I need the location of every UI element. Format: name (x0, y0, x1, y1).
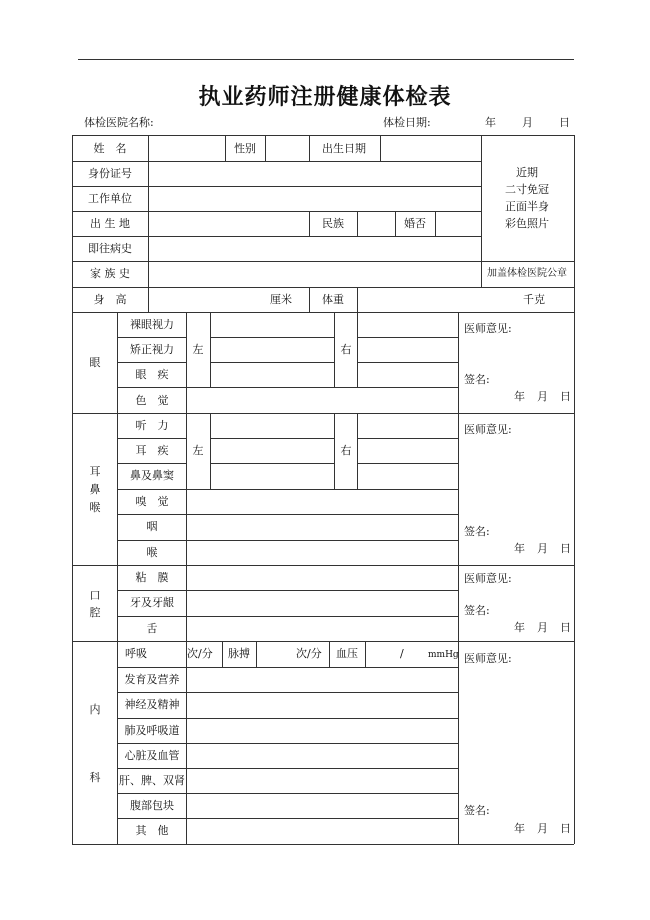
mouth-section-label: 腔 (89, 606, 101, 619)
eye-date-month: 月 (537, 390, 548, 403)
weight-label: 体重 (322, 293, 344, 306)
name-label: 姓 名 (93, 142, 127, 155)
eye-item: 裸眼视力 (130, 318, 174, 331)
page-title: 执业药师注册健康体检表 (198, 84, 452, 110)
photo-line: 近期 (516, 166, 538, 179)
height-label: 身 高 (93, 293, 127, 306)
past-history-label: 即往病史 (88, 242, 132, 255)
eye-item: 矫正视力 (130, 343, 174, 356)
ent-right-label: 右 (340, 444, 352, 457)
ent-section-label: 喉 (89, 501, 101, 514)
ent-doctor-opinion: 医师意见: (464, 423, 512, 436)
id-number-label: 身份证号 (88, 167, 132, 180)
hospital-name-label: 体检医院名称: (84, 116, 154, 129)
ent-left-label: 左 (192, 444, 204, 457)
ent-date-month: 月 (537, 542, 548, 555)
mouth-item: 牙及牙龈 (130, 596, 174, 609)
internal-item: 肝、脾、双肾 (119, 774, 185, 787)
respiration-unit: 次/分 (187, 647, 213, 660)
exam-date-label: 体检日期: (383, 116, 431, 129)
photo-line: 彩色照片 (505, 217, 549, 230)
marital-label: 婚否 (404, 217, 426, 230)
bp-slash: / (400, 647, 404, 660)
ent-item: 嗅 觉 (135, 495, 169, 508)
mouth-section-label: 口 (89, 589, 101, 602)
bp-label: 血压 (336, 647, 358, 660)
weight-unit: 千克 (523, 293, 545, 306)
header-month: 月 (522, 116, 533, 129)
height-unit: 厘米 (270, 293, 292, 306)
internal-date-year: 年 (514, 822, 525, 835)
birth-date-label: 出生日期 (322, 142, 366, 155)
eye-date-day: 日 (560, 390, 571, 403)
bp-unit: mmHg (428, 650, 459, 660)
header-year: 年 (485, 116, 496, 129)
birthplace-label: 出 生 地 (90, 217, 130, 230)
photo-line: 二寸免冠 (505, 183, 549, 196)
ent-date-day: 日 (560, 542, 571, 555)
ent-section-label: 耳 (89, 465, 101, 478)
eye-section-label: 眼 (89, 356, 101, 369)
ent-item: 耳 疾 (135, 444, 169, 457)
mouth-date-year: 年 (514, 621, 525, 634)
eye-date-year: 年 (514, 390, 525, 403)
mouth-signature: 签名: (464, 604, 490, 617)
internal-signature: 签名: (464, 804, 490, 817)
eye-left-label: 左 (192, 343, 204, 356)
internal-item: 其 他 (135, 824, 169, 837)
eye-doctor-opinion: 医师意见: (464, 322, 512, 335)
internal-item: 肺及呼吸道 (124, 724, 180, 737)
eye-item: 眼 疾 (135, 368, 169, 381)
eye-signature: 签名: (464, 373, 490, 386)
ent-section-label: 鼻 (89, 483, 101, 496)
ent-item: 喉 (146, 546, 158, 559)
ent-signature: 签名: (464, 525, 490, 538)
eye-right-label: 右 (340, 343, 352, 356)
ent-date-year: 年 (514, 542, 525, 555)
mouth-item: 粘 膜 (135, 571, 169, 584)
hospital-stamp-label: 加盖体检医院公章 (487, 268, 567, 279)
top-rule (78, 59, 574, 60)
internal-date-day: 日 (560, 822, 571, 835)
ent-item: 咽 (146, 520, 158, 533)
header-day: 日 (559, 116, 570, 129)
mouth-date-month: 月 (537, 621, 548, 634)
mouth-date-day: 日 (560, 621, 571, 634)
ent-item: 鼻及鼻窦 (130, 469, 174, 482)
internal-section-label: 内 (89, 703, 101, 716)
pulse-label: 脉搏 (228, 647, 250, 660)
mouth-item: 舌 (146, 622, 158, 635)
ent-item: 听 力 (135, 419, 169, 432)
family-history-label: 家 族 史 (90, 267, 130, 280)
gender-label: 性别 (234, 142, 256, 155)
internal-item: 腹部包块 (130, 799, 174, 812)
respiration-label: 呼吸 (125, 647, 147, 660)
ethnicity-label: 民族 (322, 217, 344, 230)
internal-item: 神经及精神 (124, 698, 180, 711)
internal-doctor-opinion: 医师意见: (464, 652, 512, 665)
mouth-doctor-opinion: 医师意见: (464, 572, 512, 585)
internal-date-month: 月 (537, 822, 548, 835)
internal-section-label: 科 (89, 771, 101, 784)
internal-item: 心脏及血管 (124, 749, 180, 762)
employer-label: 工作单位 (88, 192, 132, 205)
eye-item: 色 觉 (135, 394, 169, 407)
photo-line: 正面半身 (505, 200, 549, 213)
internal-item: 发育及营养 (124, 673, 180, 686)
pulse-unit: 次/分 (296, 647, 322, 660)
